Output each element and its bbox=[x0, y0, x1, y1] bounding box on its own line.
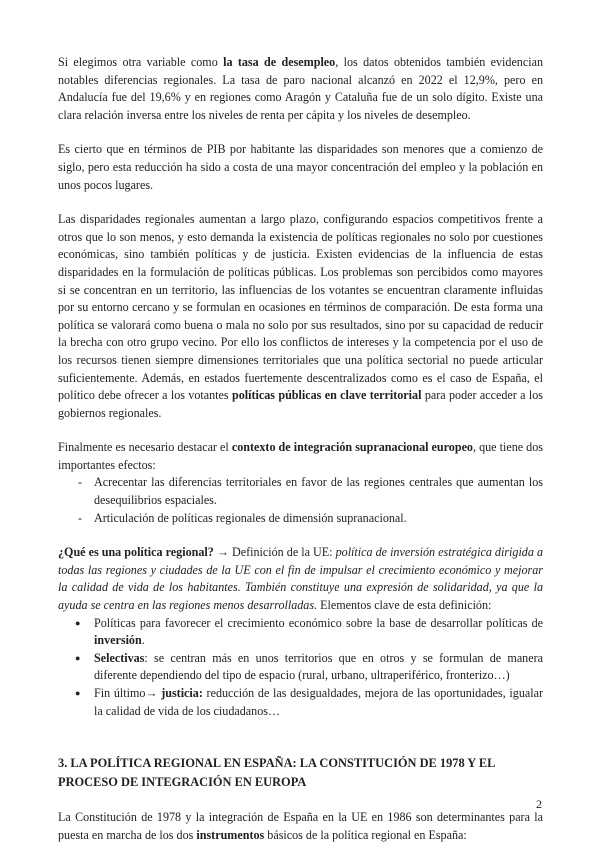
bold-term: políticas públicas en clave territorial bbox=[231, 388, 422, 403]
paragraph-definition bbox=[58, 544, 543, 614]
list-item: - Acrecentar las diferencias territoriales en favor de las regiones centrales que aumentan los desequilibrios espaciales. bbox=[58, 474, 543, 509]
arrow-icon: → bbox=[145, 686, 162, 700]
bold-term: justicia: bbox=[161, 686, 203, 700]
bold-term: la tasa de desempleo bbox=[223, 55, 336, 69]
text-run: , que tiene dos importantes efectos: bbox=[58, 440, 543, 472]
key-elements-list bbox=[58, 615, 543, 721]
paragraph-european-context bbox=[58, 439, 543, 474]
text-run: La Constitución de 1978 y la integración de España en la UE en 1986 son determinantes para la puesta en marcha de los dos bbox=[58, 810, 543, 842]
effects-list bbox=[58, 474, 543, 527]
text-run: para poder acceder a los gobiernos regionales. bbox=[58, 388, 544, 420]
question-heading: ¿Qué es una política regional? bbox=[58, 545, 214, 560]
bold-term: inversión bbox=[94, 633, 142, 648]
text-run: Si elegimos otra variable como bbox=[58, 55, 224, 69]
bold-term: contexto de integración supranacional europeo bbox=[231, 440, 473, 455]
definition-italic: política de inversión estratégica dirigida a todas las regiones y ciudades de la UE con el fin de impulsar el crecimiento económico y mejorar la calidad de vida de los habitantes. También constituye una expresión de solidaridad, ya que la ayuda se centra en las regiones menos desarrolladas. bbox=[58, 545, 544, 613]
list-item bbox=[58, 650, 543, 685]
text-run: Políticas para favorecer el crecimiento económico sobre la base de desarrollar políticas de bbox=[94, 615, 543, 630]
paragraph-disparities bbox=[58, 211, 543, 422]
text-run: Elementos clave de esta definición: bbox=[317, 598, 492, 613]
text-run: básicos de la política regional en España: bbox=[264, 827, 467, 842]
text-run: Finalmente es necesario destacar el bbox=[58, 440, 232, 455]
list-item: - Articulación de políticas regionales de dimensión supranacional. bbox=[58, 510, 543, 528]
section-heading: 3. LA POLÍTICA REGIONAL EN ESPAÑA: LA CONSTITUCIÓN DE 1978 Y EL PROCESO DE INTEGRACIÓN EN EUROPA bbox=[58, 756, 495, 789]
text-run: reducción de las desigualdades, mejora de las oportunidades, igualar la calidad de vida de los ciudadanos… bbox=[94, 686, 543, 718]
arrow-icon: → bbox=[213, 545, 233, 560]
document-page bbox=[58, 54, 543, 844]
paragraph-unemployment bbox=[58, 54, 543, 124]
text-run: Definición de la UE: bbox=[232, 545, 336, 560]
text-run: : se centran más en unos territorios que en otros y se formulan de manera diferente dependiendo del tipo de espacio (rural, urbano, ultraperiférico, fronterizo…) bbox=[94, 650, 543, 683]
text-run: Fin último bbox=[94, 686, 146, 700]
text-run: . bbox=[141, 633, 145, 648]
text-run: , los datos obtenidos también evidencian notables diferencias regionales. La tasa de paro nacional alcanzó en 2022 el 12,9%, pero en Andalucía fue del 19,6% y en regiones como Aragón y Cataluña fue de un solo dígito. Existe una clara relación inversa entre los niveles de renta per cápita y los niveles de desempleo. bbox=[58, 55, 543, 122]
text-run: Las disparidades regionales aumentan a largo plazo, configurando espacios competitivos frente a otros que lo son menos, y esto demanda la existencia de políticas regionales no solo por cuestiones económicas, sino también políticas y de justicia. Existen evidencias de la influencia de estas disparidades en la formulación de políticas públicas. Los problemas son percibidos como mayores si se concentran en un territorio, las influencias de los votantes se encuentran claramente influidas por su entorno cercano y se formulan en ocasiones en términos de comparación. De esta forma una política se valorará como buena o mala no solo por sus resultados, sino por su capacidad de reducir la brecha con otro grupo vecino. Por ello los conflictos de intereses y la competencia por el uso de los recursos tienen siempre dimensiones territoriales que una política sectorial no puede articular suficientemente. Además, en estados fuertemente descentralizados como es el caso de España, el político debe ofrecer a los votantes bbox=[58, 212, 543, 403]
list-item bbox=[58, 615, 543, 650]
bold-term: instrumentos bbox=[196, 827, 265, 842]
paragraph-gdp: Es cierto que en términos de PIB por habitante las disparidades son menores que a comienzo de siglo, pero esta reducción ha sido a costa de una mayor concentración del empleo y la población en unos pocos lugares. bbox=[58, 142, 543, 192]
bold-term: Selectivas bbox=[94, 650, 145, 665]
list-item bbox=[58, 685, 543, 720]
paragraph-instruments bbox=[58, 809, 543, 844]
page-number: 2 bbox=[536, 797, 542, 811]
